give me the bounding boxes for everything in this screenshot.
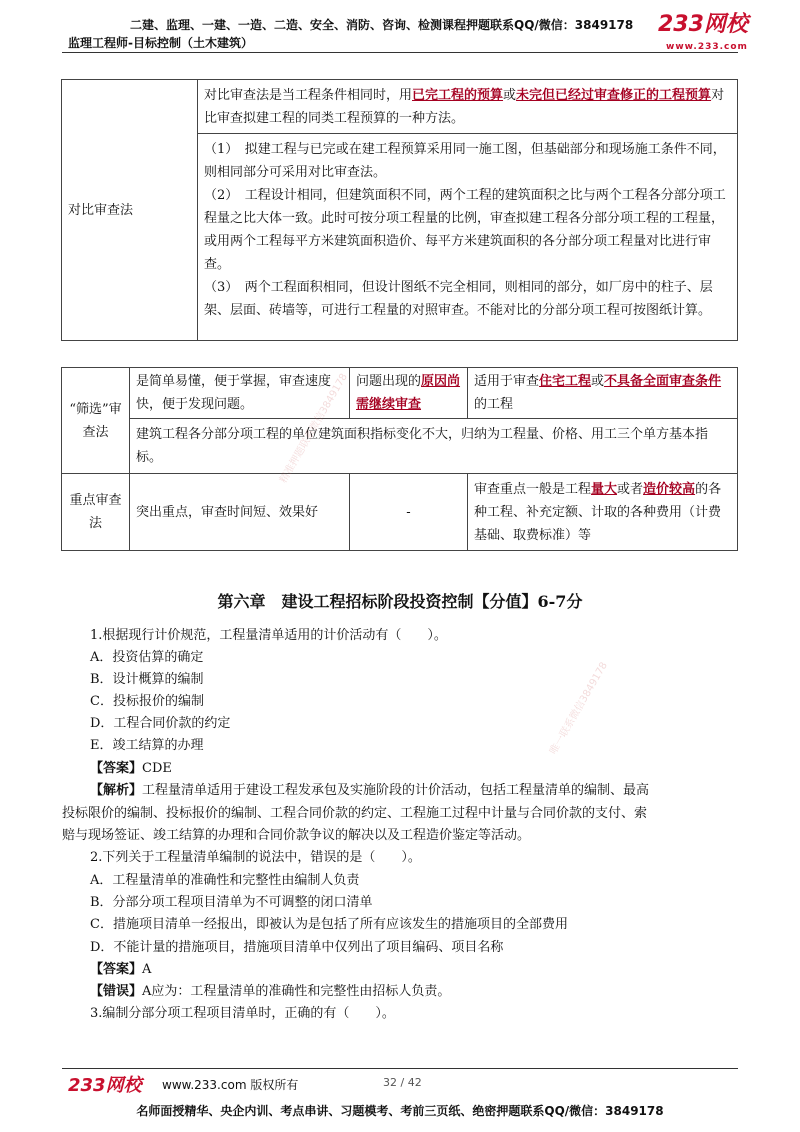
footer-logo[interactable]: 233网校 — [68, 1075, 142, 1096]
screening-focus-table — [61, 367, 738, 551]
comparison-method-label: 对比审查法 — [62, 80, 198, 341]
focus-problem: - — [350, 474, 468, 551]
q1-analysis-line-2: 投标限价的编制、投标报价的编制、工程合同价款的约定、工程施工过程中计量与合同价款的支付、索 — [62, 806, 648, 821]
condition-3: （3） 两个工程面积相同，但设计图纸不完全相同，则相同的部分，如厂房中的柱子、层架、层面、砖墙等，可进行工程量的对照审查。不能对比的分部分项工程可按图纸计算。 — [204, 280, 713, 318]
watermark-2: 唯一联系微信3849178 — [548, 660, 610, 757]
logo-text: 233网校 — [658, 12, 748, 37]
footer-promo: 名师面授精华、央企内训、考点串讲、习题模考、考前三页纸、绝密押题联系QQ/微信：3849178 — [136, 1104, 664, 1118]
q1-option-b: B．设计概算的编制 — [90, 672, 204, 687]
q1-option-c: C．投标报价的编制 — [90, 694, 204, 709]
q1-analysis-line-1: 【解析】工程量清单适用于建设工程发承包及实施阶段的计价活动，包括工程量清单的编制、最高 — [90, 783, 650, 798]
header-rule — [62, 52, 738, 53]
document-subtitle: 监理工程师-目标控制（土木建筑） — [68, 36, 253, 50]
q1-option-d: D．工程合同价款的约定 — [90, 716, 231, 731]
chapter-title: 第六章 建设工程招标阶段投资控制【分值】6-7分 — [217, 592, 583, 611]
screening-advantage: 是简单易懂，便于掌握，审查速度快，便于发现问题。 — [130, 368, 350, 419]
q1-analysis-line-3: 赔与现场签证、竣工结算的办理和合同价款争议的解决以及工程造价鉴定等活动。 — [62, 828, 531, 843]
q1-option-a: A．投资估算的确定 — [90, 650, 204, 665]
footer-copyright: www.233.com 版权所有 — [162, 1078, 299, 1092]
question-1: 1.根据现行计价规范，工程量清单适用的计价活动有（ ）。 — [90, 628, 447, 643]
question-2: 2.下列关于工程量清单编制的说法中，错误的是（ ）。 — [90, 850, 421, 865]
screening-problem: 问题出现的原因尚需继续审查 — [350, 368, 468, 419]
screening-description: 建筑工程各分部分项工程的单位建筑面积指标变化不大，归纳为工程量、价格、用工三个单方基本指标。 — [130, 419, 738, 474]
focus-method-label: 重点审查法 — [62, 474, 130, 551]
comparison-method-definition: 对比审查法是当工程条件相同时，用已完工程的预算或未完但已经过审查修正的工程预算对比审查拟建工程的同类工程预算的一种方法。 — [198, 80, 738, 134]
q2-answer: 【答案】A — [90, 962, 152, 977]
question-3: 3.编制分部分项工程项目清单时，正确的有（ ）。 — [90, 1006, 395, 1021]
condition-2: （2） 工程设计相同，但建筑面积不同，两个工程的建筑面积之比与两个工程各分部分项工程量之比大体一致。此时可按分项工程量的比例，审查拟建工程各分部分项工程的工程量，或用两个工程每平方米建筑面积造价、每平方米建筑面积的各分部分项工程量对比进行审查。 — [204, 188, 726, 272]
q2-option-d: D．不能计量的措施项目，措施项目清单中仅列出了项目编码、项目名称 — [90, 940, 504, 955]
header-top-line: 二建、监理、一建、一造、二造、安全、消防、咨询、检测课程押题联系QQ/微信：3849178 — [130, 18, 634, 32]
footer-rule — [62, 1068, 738, 1069]
comparison-review-table — [61, 79, 738, 341]
screening-applicable: 适用于审查住宅工程或不具备全面审查条件的工程 — [468, 368, 738, 419]
logo-domain: www.233.com — [666, 42, 748, 52]
q2-option-a: A．工程量清单的准确性和完整性由编制人负责 — [90, 873, 360, 888]
watermark-1: 精准押题联系微信3849178 — [278, 371, 350, 486]
page-number: 32 / 42 — [383, 1076, 422, 1089]
focus-advantage: 突出重点，审查时间短、效果好 — [130, 474, 350, 551]
q2-option-b: B．分部分项工程项目清单为不可调整的闭口清单 — [90, 895, 373, 910]
condition-1: （1） 拟建工程与已完或在建工程预算采用同一施工图，但基础部分和现场施工条件不同，则相同部分可采用对比审查法。 — [204, 142, 726, 180]
focus-applicable: 审查重点一般是工程量大或者造价较高的各种工程、补充定额、计取的各种费用（计费基础、取费标准）等 — [468, 474, 738, 551]
q2-error-note: 【错误】A应为：工程量清单的准确性和完整性由招标人负责。 — [90, 984, 451, 999]
q2-option-c: C．措施项目清单一经报出，即被认为是包括了所有应该发生的措施项目的全部费用 — [90, 917, 568, 932]
comparison-method-conditions — [198, 134, 738, 341]
q1-answer: 【答案】CDE — [90, 761, 172, 776]
q1-option-e: E．竣工结算的办理 — [90, 738, 204, 753]
screening-method-label: “筛选”审查法 — [62, 368, 130, 474]
